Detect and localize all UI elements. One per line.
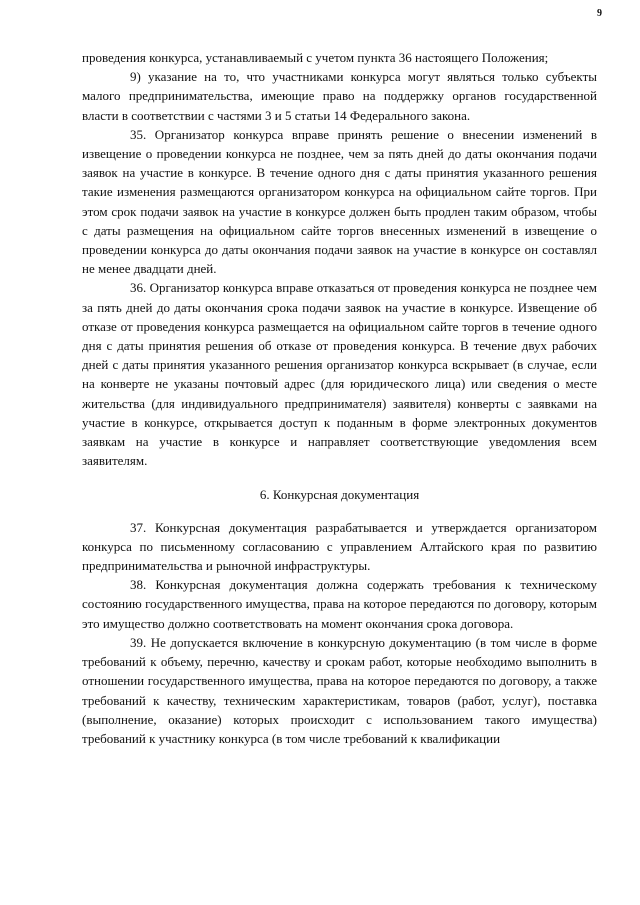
page-number: 9 <box>597 8 602 19</box>
paragraph-37: 37. Конкурсная документация разрабатывается и утверждается организатором конкурса по письменному согласованию с управлением Алтайского края по развитию предпринимательства и рыночной инфраструктуры. <box>82 519 597 574</box>
paragraph-35: 35. Организатор конкурса вправе принять решение о внесении изменений в извещение о проведении конкурса не позднее, чем за пять дней до даты окончания подачи заявок на участие в конкурсе. В течение одного дня с даты принятия указанного решения такие изменения размещаются организатором конкурса на официальном сайте торгов. При этом срок подачи заявок на участие в конкурсе должен быть продлен таким образом, чтобы с даты размещения на официальном сайте торгов внесенных изменений в извещение о проведении конкурса до даты окончания подачи заявок на участие в конкурсе он составлял не менее двадцати дней. <box>82 126 597 277</box>
paragraph-36: 36. Организатор конкурса вправе отказаться от проведения конкурса не позднее чем за пять дней до даты окончания срока подачи заявок на участие в конкурсе. Извещение об отказе от проведения конкурса размещается на официальном сайте торгов в течение одного дня с даты принятия решения об отказе от проведения конкурса. В течение двух рабочих дней с даты принятия указанного решения организатор конкурса вскрывает (в случае, если на конверте не указаны почтовый адрес (для юридического лица) или сведения о месте жительства (для индивидуального предпринимателя) заявителя) конверты с заявками на участие в конкурсе, открывается доступ к поданным в форме электронных документов заявкам на участие в конкурсе и направляет соответствующие уведомления всем заявителям. <box>82 280 597 469</box>
section-heading: 6. Конкурсная документация <box>259 487 420 503</box>
document-body <box>82 48 597 748</box>
paragraph-continuation: проведения конкурса, устанавливаемый с учетом пункта 36 настоящего Положения; <box>82 50 549 65</box>
paragraph-38: 38. Конкурсная документация должна содержать требования к техническому состоянию государственного имущества, права на которое передаются по договору, которым это имущество должно соответствовать на момент окончания срока договора. <box>82 577 597 631</box>
paragraph-item-9: 9) указание на то, что участниками конкурса могут являться только субъекты малого предпринимательства, имеющие право на поддержку органов государственной власти в соответствии с частями 3 и 5 статьи 14 Федерального закона. <box>82 69 597 123</box>
paragraph-39: 39. Не допускается включение в конкурсную документацию (в том числе в форме требований к объему, перечню, качеству и срокам работ, которые необходимо выполнить в отношении государственного имущества, права на которое передаются по договору, а также требований к качеству, техническим характеристикам, товаров (работ, услуг), поставка (выполнение, оказание) которых происходит с использованием такого имущества) требований к участнику конкурса (в том числе требований к квалификации <box>82 634 597 746</box>
